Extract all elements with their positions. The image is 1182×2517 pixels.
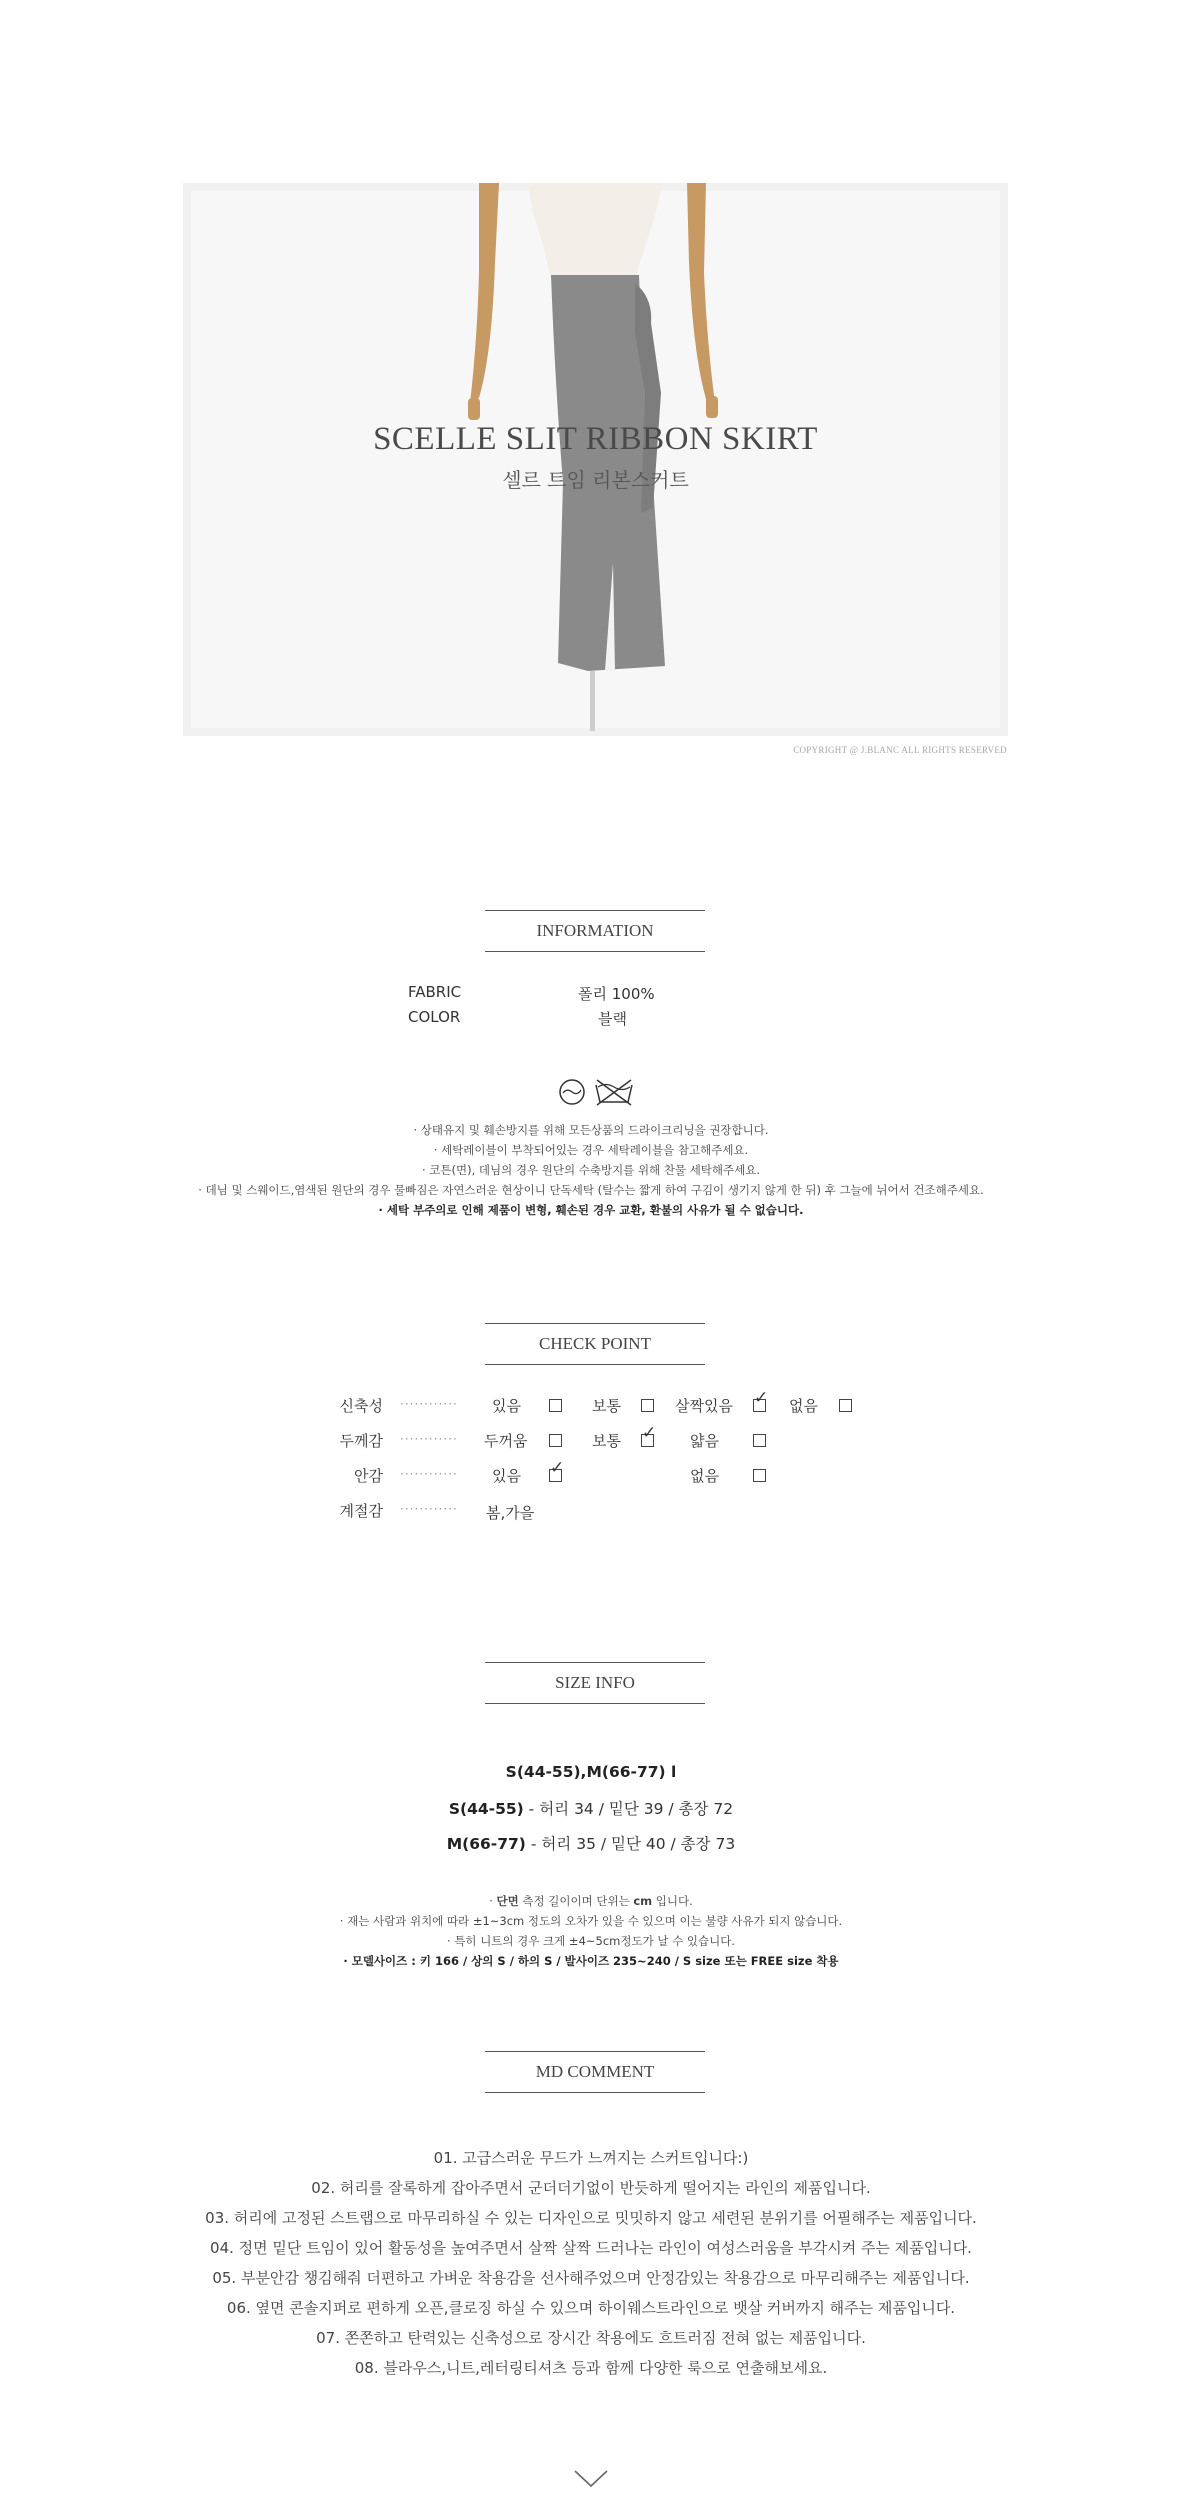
size-info-heading: SIZE INFO [485, 1662, 705, 1704]
no-wash-icon [594, 1077, 634, 1111]
stretch-option-yes: 있음 [492, 1397, 521, 1415]
leader-dots: ············ [400, 1502, 458, 1516]
md-comment-line: 08. 블라우스,니트,레터링티셔츠 등과 함께 다양한 룩으로 연출해보세요. [354, 2359, 828, 2377]
md-comment-list [0, 2143, 1182, 2383]
size-note: · 단면 측정 길이이며 단위는 cm 입니다. [489, 1894, 693, 1908]
care-line: · 데님 및 스웨이드,염색된 원단의 경우 물빠짐은 자연스러운 현상이니 단독세탁 (탈수는 짧게 하여 구김이 생기지 않게 한 뒤) 후 그늘에 뉘어서 건조해주세요. [198, 1183, 984, 1197]
md-comment-line: 07. 쫀쫀하고 탄력있는 신축성으로 장시간 착용에도 흐트러짐 전혀 없는 제품입니다. [316, 2329, 866, 2347]
md-comment-line: 05. 부분안감 챙김해줘 더편하고 가벼운 착용감을 선사해주었으며 안정감있는 착용감으로 마무리해주는 제품입니다. [212, 2269, 970, 2287]
model-size-info: · 모델사이즈 : 키 166 / 상의 S / 하의 S / 발사이즈 235~240 / S size 또는 FREE size 착용 [343, 1954, 839, 1968]
information-heading: INFORMATION [485, 910, 705, 952]
lining-checkbox-none [753, 1469, 766, 1482]
lining-option-yes: 있음 [492, 1467, 521, 1485]
leader-dots: ············ [400, 1467, 458, 1481]
thickness-option-normal: 보통 [592, 1432, 621, 1450]
care-line: · 세탁레이블이 부착되어있는 경우 세탁레이블을 참고해주세요. [433, 1143, 749, 1157]
leader-dots: ············ [400, 1432, 458, 1446]
md-comment-line: 02. 허리를 잘록하게 잡아주면서 군더더기없이 반듯하게 떨어지는 라인의 제품입니다. [311, 2179, 871, 2197]
thickness-checkbox-thin [753, 1434, 766, 1447]
chevron-down-icon[interactable] [573, 2468, 609, 2494]
checkmark-icon: ✓ [550, 1458, 565, 1478]
dry-clean-icon [557, 1077, 587, 1111]
care-line: · 상태유지 및 훼손방지를 위해 모든상품의 드라이크리닝을 권장합니다. [413, 1123, 769, 1137]
product-title: SCELLE SLIT RIBBON SKIRT [373, 421, 818, 457]
md-comment-line: 06. 옆면 콘솔지퍼로 편하게 오픈,클로징 하실 수 있으며 하이웨스트라인으로 뱃살 커버까지 해주는 제품입니다. [226, 2299, 956, 2317]
size-note: · 재는 사람과 위치에 따라 ±1~3cm 정도의 오차가 있을 수 있으며 이는 불량 사유가 되지 않습니다. [339, 1914, 843, 1928]
stretch-option-none: 없음 [789, 1397, 818, 1415]
size-s-label: S(44-55) [448, 1800, 524, 1818]
fabric-label: FABRIC [408, 983, 462, 1001]
copyright-notice: COPYRIGHT @ J.BLANC ALL RIGHTS RESERVED [793, 745, 1007, 755]
season-value: 봄,가을 [486, 1504, 535, 1522]
fabric-value: 폴리 100% [578, 985, 655, 1003]
md-comment-heading: MD COMMENT [485, 2051, 705, 2093]
stretch-option-normal: 보통 [592, 1397, 621, 1415]
thickness-label: 두께감 [339, 1432, 383, 1450]
hero-image [183, 183, 1008, 736]
md-comment-line: 03. 허리에 고정된 스트랩으로 마무리하실 수 있는 디자인으로 밋밋하지 않고 세련된 분위기를 어필해주는 제품입니다. [205, 2209, 977, 2227]
size-s-measurements [0, 1797, 1182, 1819]
size-m-measurements [0, 1832, 1182, 1854]
stretch-option-slight: 살짝있음 [675, 1397, 733, 1415]
care-line: · 코튼(면), 데님의 경우 원단의 수축방지를 위해 찬물 세탁해주세요. [421, 1163, 760, 1177]
size-s-detail: - 허리 34 / 밑단 39 / 총장 72 [523, 1800, 734, 1818]
available-sizes: S(44-55),M(66-77) l [505, 1763, 677, 1781]
stretch-label: 신축성 [339, 1397, 383, 1415]
lining-option-none: 없음 [690, 1467, 719, 1485]
size-m-label: M(66-77) [446, 1835, 526, 1853]
leader-dots: ············ [400, 1397, 458, 1411]
season-label: 계절감 [339, 1502, 383, 1520]
thickness-checkbox-thick [549, 1434, 562, 1447]
stretch-checkbox-normal [641, 1399, 654, 1412]
thickness-option-thick: 두꺼움 [484, 1432, 528, 1450]
care-instructions [0, 1120, 1182, 1220]
color-label: COLOR [408, 1008, 461, 1026]
size-note: · 특히 니트의 경우 크게 ±4~5cm정도가 날 수 있습니다. [447, 1934, 735, 1948]
stretch-checkbox-none [839, 1399, 852, 1412]
checkmark-icon: ✓ [754, 1388, 769, 1408]
md-comment-line: 04. 정면 밑단 트임이 있어 활동성을 높여주면서 살짝 살짝 드러나는 라인이 여성스러움을 부각시켜 주는 제품입니다. [210, 2239, 972, 2257]
thickness-option-thin: 얇음 [690, 1432, 719, 1450]
stretch-checkbox-yes [549, 1399, 562, 1412]
care-warning: · 세탁 부주의로 인해 제품이 변형, 훼손된 경우 교환, 환불의 사유가 될 수 없습니다. [378, 1203, 804, 1217]
product-subtitle: 셀르 트임 리본스커트 [502, 468, 689, 492]
color-value: 블랙 [598, 1010, 627, 1028]
checkmark-icon: ✓ [642, 1423, 657, 1443]
md-comment-line: 01. 고급스러운 무드가 느껴지는 스커트입니다:) [433, 2149, 749, 2167]
size-notes [0, 1891, 1182, 1971]
check-point-heading: CHECK POINT [485, 1323, 705, 1365]
lining-label: 안감 [354, 1467, 383, 1485]
size-m-detail: - 허리 35 / 밑단 40 / 총장 73 [525, 1835, 736, 1853]
